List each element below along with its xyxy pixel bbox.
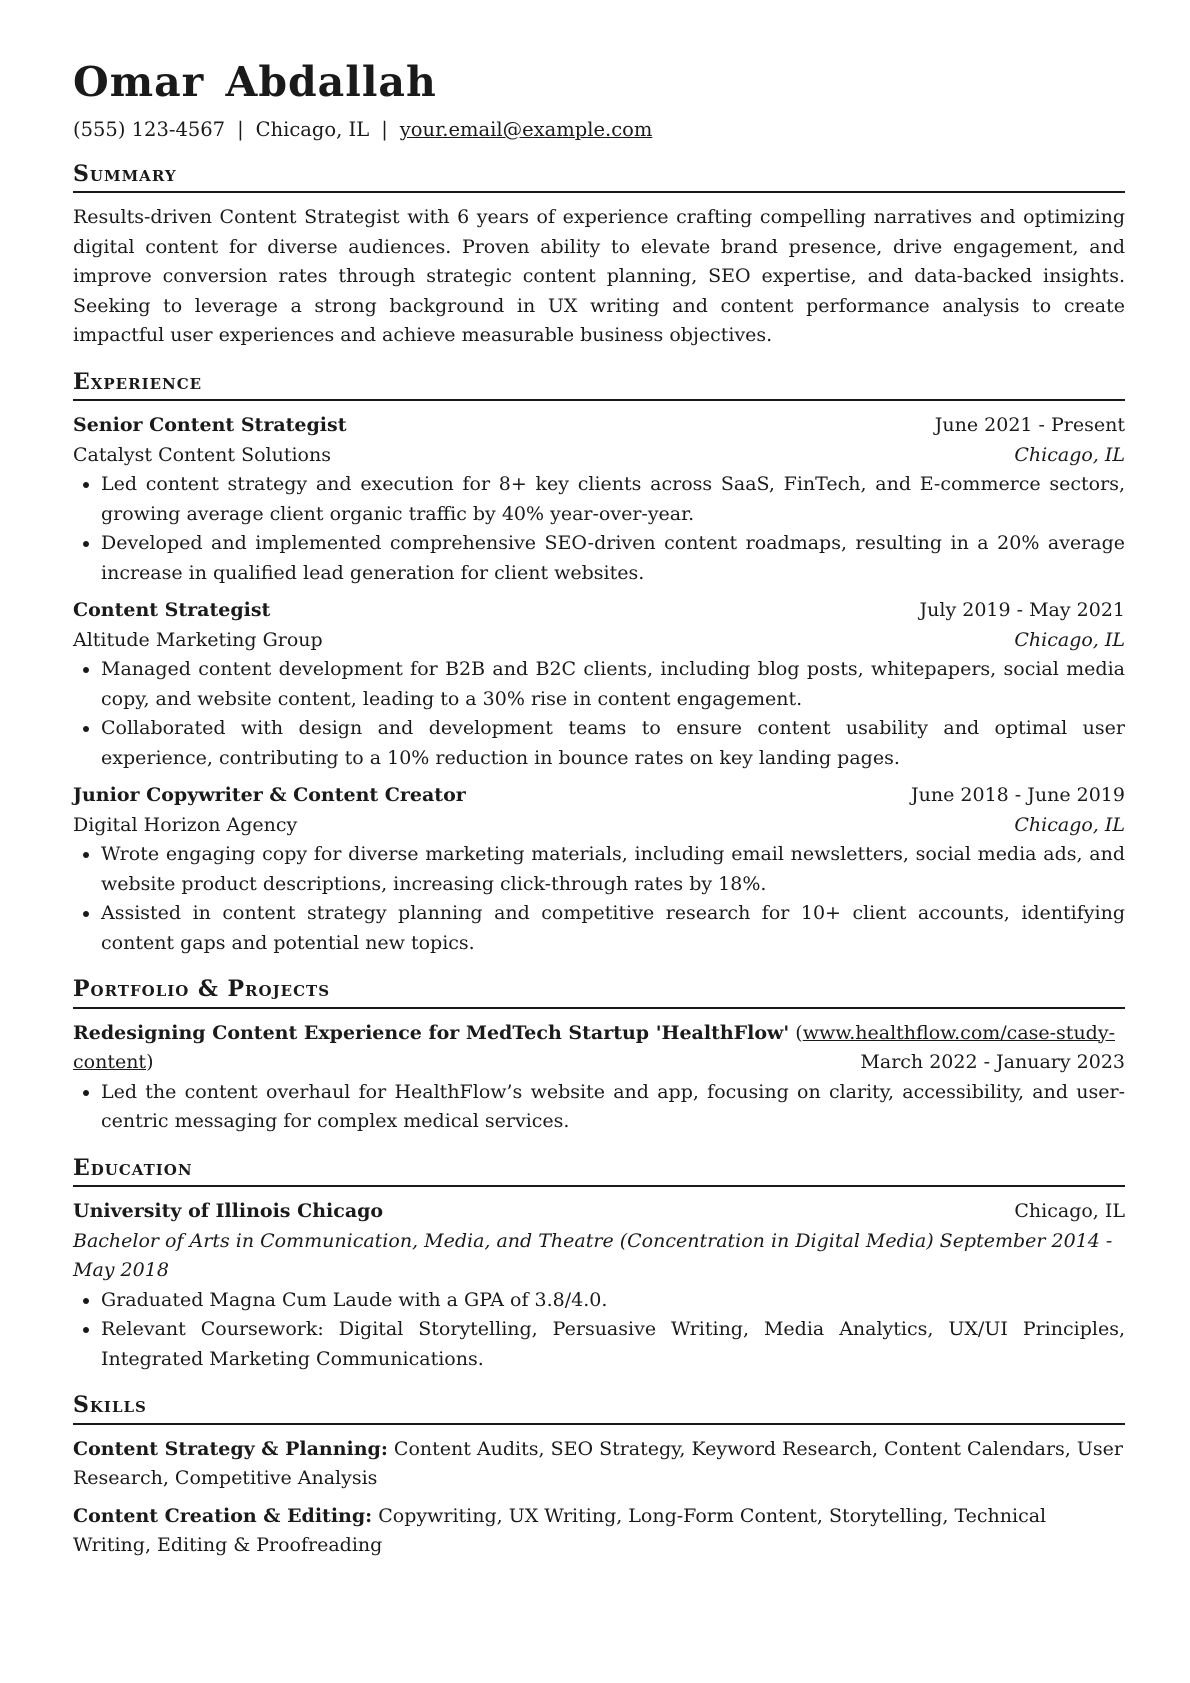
bullet-item: • Developed and implemented comprehensive SEO-driven content roadmaps, resulting in a 20% average increase in qualified lead generation for client websites. (101, 529, 1125, 588)
bullet-item: • Collaborated with design and development teams to ensure content usability and optimal user experience, contributing to a 10% reduction in bounce rates on key landing pages. (101, 714, 1125, 773)
job-bullets (73, 840, 1125, 958)
project-header: Redesigning Content Experience for MedTech Startup 'HealthFlow' (www.healthflow.com/case-study-content) March 2022 - January 2023 (73, 1019, 1125, 1078)
job-bullets (73, 655, 1125, 773)
section-title-skills: Skills (73, 1392, 1125, 1425)
job-company: Digital Horizon Agency (73, 813, 298, 836)
degree-line (73, 1227, 1125, 1286)
candidate-name: Omar Abdallah (73, 58, 437, 106)
contact-separator: | (237, 118, 244, 142)
skill-group-items: Copywriting, UX Writing, Long-Form Content, Storytelling, Technical Writing, Editing & Proofreading (73, 1504, 1047, 1557)
section-title-summary: Summary (73, 161, 1125, 194)
degree-dates: September 2014 - May 2018 (73, 1229, 1113, 1282)
job-company: Altitude Marketing Group (73, 628, 323, 651)
school-location: Chicago, IL (1014, 1200, 1125, 1223)
resume-page (73, 58, 1125, 1569)
job-subheader (73, 441, 1125, 471)
contact-separator: | (381, 118, 388, 142)
bullet-item: • Led content strategy and execution for 8+ key clients across SaaS, FinTech, and E-commerce sectors, growing average client organic traffic by 40% year-over-year. (101, 470, 1125, 529)
school-name: University of Illinois Chicago (73, 1200, 384, 1223)
contact-line (73, 117, 1125, 142)
skill-group (73, 1502, 1125, 1561)
bullet-item: • Managed content development for B2B and B2C clients, including blog posts, whitepapers, social media copy, and website content, leading to a 30% rise in content engagement. (101, 655, 1125, 714)
skill-group-label: Content Creation & Editing: (73, 1504, 373, 1527)
skill-group-label: Content Strategy & Planning: (73, 1437, 388, 1460)
project-link[interactable]: www.healthflow.com/case-study-content (73, 1021, 1115, 1074)
job-entry (73, 411, 1125, 588)
job-header (73, 596, 1125, 626)
education-entry (73, 1197, 1125, 1374)
project-name: Redesigning Content Experience for MedTech Startup 'HealthFlow' (73, 1021, 790, 1044)
job-dates: June 2018 - June 2019 (911, 784, 1125, 807)
job-company: Catalyst Content Solutions (73, 443, 331, 466)
phone-number: (555) 123-4567 (73, 118, 226, 142)
job-bullets (73, 470, 1125, 588)
job-location: Chicago, IL (1014, 628, 1125, 651)
section-title-education: Education (73, 1155, 1125, 1188)
section-title-experience: Experience (73, 369, 1125, 402)
job-subheader (73, 626, 1125, 656)
job-dates: June 2021 - Present (934, 414, 1125, 437)
job-entry (73, 781, 1125, 958)
skill-group (73, 1435, 1125, 1494)
education-header (73, 1197, 1125, 1227)
job-dates: July 2019 - May 2021 (919, 599, 1125, 622)
job-location: Chicago, IL (1014, 443, 1125, 466)
job-role: Senior Content Strategist (73, 414, 347, 437)
job-header (73, 781, 1125, 811)
email-link[interactable]: your.email@example.com (399, 118, 653, 142)
bullet-item: • Wrote engaging copy for diverse marketing materials, including email newsletters, social media ads, and website product descriptions, increasing click-through rates by 18%. (101, 840, 1125, 899)
bullet-item: • Graduated Magna Cum Laude with a GPA of 3.8/4.0. (101, 1286, 1125, 1316)
contact-location: Chicago, IL (255, 118, 370, 142)
bullet-item: • Relevant Coursework: Digital Storytelling, Persuasive Writing, Media Analytics, UX/UI Principles, Integrated Marketing Communications. (101, 1315, 1125, 1374)
degree-name: Bachelor of Arts in Communication, Media, and Theatre (Concentration in Digital Media) (73, 1229, 934, 1252)
summary-text: Results-driven Content Strategist with 6 years of experience crafting compelling narratives and optimizing digital content for diverse audiences. Proven ability to elevate brand presence, drive engagement, and improve conversion rates through strategic content planning, SEO expertise, and data-backed insights. Seeking to leverage a strong background in UX writing and content performance analysis to create impactful user experiences and achieve measurable business objectives. (73, 206, 1125, 347)
job-role: Content Strategist (73, 599, 271, 622)
job-location: Chicago, IL (1014, 813, 1125, 836)
project-entry (73, 1019, 1125, 1137)
education-bullets (73, 1286, 1125, 1375)
job-role: Junior Copywriter & Content Creator (73, 784, 466, 807)
section-title-projects: Portfolio & Projects (73, 976, 1125, 1009)
project-bullets (73, 1078, 1125, 1137)
project-dates: March 2022 - January 2023 (860, 1051, 1125, 1074)
bullet-item: • Led the content overhaul for HealthFlow’s website and app, focusing on clarity, accessibility, and user-centric messaging for complex medical services. (101, 1078, 1125, 1137)
skill-group-items: Content Audits, SEO Strategy, Keyword Research, Content Calendars, User Research, Competitive Analysis (73, 1437, 1123, 1490)
bullet-item: • Assisted in content strategy planning and competitive research for 10+ client accounts, identifying content gaps and potential new topics. (101, 899, 1125, 958)
job-subheader (73, 811, 1125, 841)
job-header (73, 411, 1125, 441)
job-entry (73, 596, 1125, 773)
